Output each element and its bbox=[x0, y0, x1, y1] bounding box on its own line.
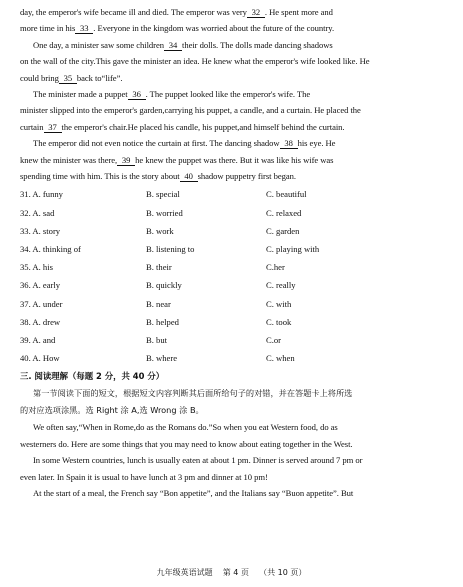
answer-blank: 38 bbox=[280, 139, 298, 149]
instruction-line: 的对应选项涂黑。选 Right 涂 A,选 Wrong 涂 B。 bbox=[20, 405, 204, 416]
reading-line: even later. In Spain it is usual to have lunch at 3 pm and dinner at 10 pm! bbox=[20, 471, 268, 482]
option-c: C. playing with bbox=[266, 244, 320, 255]
option-b: B. quickly bbox=[146, 280, 182, 291]
option-b: B. their bbox=[146, 262, 172, 273]
option-b: B. near bbox=[146, 298, 171, 309]
option-b: B. listening to bbox=[146, 244, 195, 255]
option-row bbox=[20, 331, 449, 349]
option-c: C. with bbox=[266, 298, 292, 309]
option-c: C. garden bbox=[266, 225, 300, 236]
reading-line: We often say,“When in Rome,do as the Romans do.”So when you eat Western food, do as bbox=[33, 422, 338, 433]
answer-blank: 36 bbox=[128, 90, 146, 100]
option-b: B. work bbox=[146, 225, 174, 236]
option-row bbox=[20, 295, 449, 313]
option-a: 37. A. under bbox=[20, 298, 63, 309]
option-c: C. beautiful bbox=[266, 189, 307, 200]
option-b: B. helped bbox=[146, 316, 179, 327]
passage-line: curtain 37 the emperor's chair.He placed his candle, his puppet,and himself behind the curtain. bbox=[20, 121, 345, 132]
option-a: 33. A. story bbox=[20, 225, 61, 236]
options-list bbox=[20, 185, 449, 367]
passage-line: The minister made a puppet 36 . The puppet looked like the emperor's wife. The bbox=[33, 89, 311, 100]
page-footer: 九年级英语试题 第 4 页 （共 10 页） bbox=[156, 568, 307, 577]
passage-line: One day, a minister saw some children 34 their dolls. The dolls made dancing shadows bbox=[33, 39, 333, 50]
answer-blank: 40 bbox=[180, 172, 198, 182]
option-a: 40. A. How bbox=[20, 353, 60, 364]
passage-line: minister slipped into the emperor's garden,carrying his puppet, a candle, and a curtain. He placed the bbox=[20, 105, 361, 116]
instruction-line: 第一节阅读下面的短文，根据短文内容判断其后面所给句子的对错，并在答题卡上将所选 bbox=[33, 388, 353, 399]
option-c: C. when bbox=[266, 353, 295, 364]
answer-blank: 34 bbox=[164, 41, 182, 51]
option-row bbox=[20, 185, 449, 203]
option-b: B. where bbox=[146, 353, 178, 364]
option-a: 32. A. sad bbox=[20, 207, 55, 218]
option-c: C. took bbox=[266, 316, 292, 327]
option-b: B. but bbox=[146, 334, 168, 345]
answer-blank: 39 bbox=[117, 156, 135, 166]
option-row bbox=[20, 204, 449, 222]
option-a: 34. A. thinking of bbox=[20, 244, 81, 255]
section-title: 三. 阅读理解（每题 2 分，共 40 分） bbox=[20, 371, 165, 382]
answer-blank: 35 bbox=[59, 74, 77, 84]
option-row bbox=[20, 349, 449, 367]
answer-blank: 37 bbox=[44, 123, 62, 133]
reading-line: In some Western countries, lunch is usually eaten at about 1 pm. Dinner is served around 7 pm or bbox=[33, 455, 363, 466]
option-b: B. worried bbox=[146, 207, 183, 218]
option-a: 31. A. funny bbox=[20, 189, 63, 200]
option-a: 38. A. drew bbox=[20, 316, 61, 327]
option-row bbox=[20, 240, 449, 258]
passage-line: spending time with him. This is the story about 40 shadow puppetry first began. bbox=[20, 171, 296, 182]
reading-line: At the start of a meal, the French say “Bon appetite”, and the Italians say “Buon appetite”. But bbox=[33, 487, 354, 498]
option-row bbox=[20, 222, 449, 240]
option-row bbox=[20, 313, 449, 331]
answer-blank: 33 bbox=[75, 24, 93, 34]
option-c: C.or bbox=[266, 334, 282, 345]
passage-line: on the wall of the city.This gave the minister an idea. He knew what the emperor's wife looked like. He bbox=[20, 56, 370, 67]
passage-line: knew the minister was there, 39 he knew the puppet was there. But it was like his wife was bbox=[20, 154, 334, 165]
option-row bbox=[20, 258, 449, 276]
option-c: C. relaxed bbox=[266, 207, 302, 218]
answer-blank: 32 bbox=[247, 8, 265, 18]
passage-line: could bring 35 back to“life”. bbox=[20, 72, 123, 83]
option-a: 36. A. early bbox=[20, 280, 61, 291]
passage-line: The emperor did not even notice the curtain at first. The dancing shadow 38 his eye. He bbox=[33, 138, 336, 149]
reading-line: westerners do. Here are some things that you may need to know about eating together in the West. bbox=[20, 438, 353, 449]
option-a: 35. A. his bbox=[20, 262, 53, 273]
option-row bbox=[20, 276, 449, 294]
option-a: 39. A. and bbox=[20, 334, 56, 345]
option-c: C. really bbox=[266, 280, 296, 291]
option-c: C.her bbox=[266, 262, 285, 273]
option-b: B. special bbox=[146, 189, 180, 200]
passage-line: more time in his 33 . Everyone in the kingdom was worried about the future of the country. bbox=[20, 23, 335, 34]
passage-line: day, the emperor's wife became ill and died. The emperor was very 32 . He spent more and bbox=[20, 7, 333, 17]
